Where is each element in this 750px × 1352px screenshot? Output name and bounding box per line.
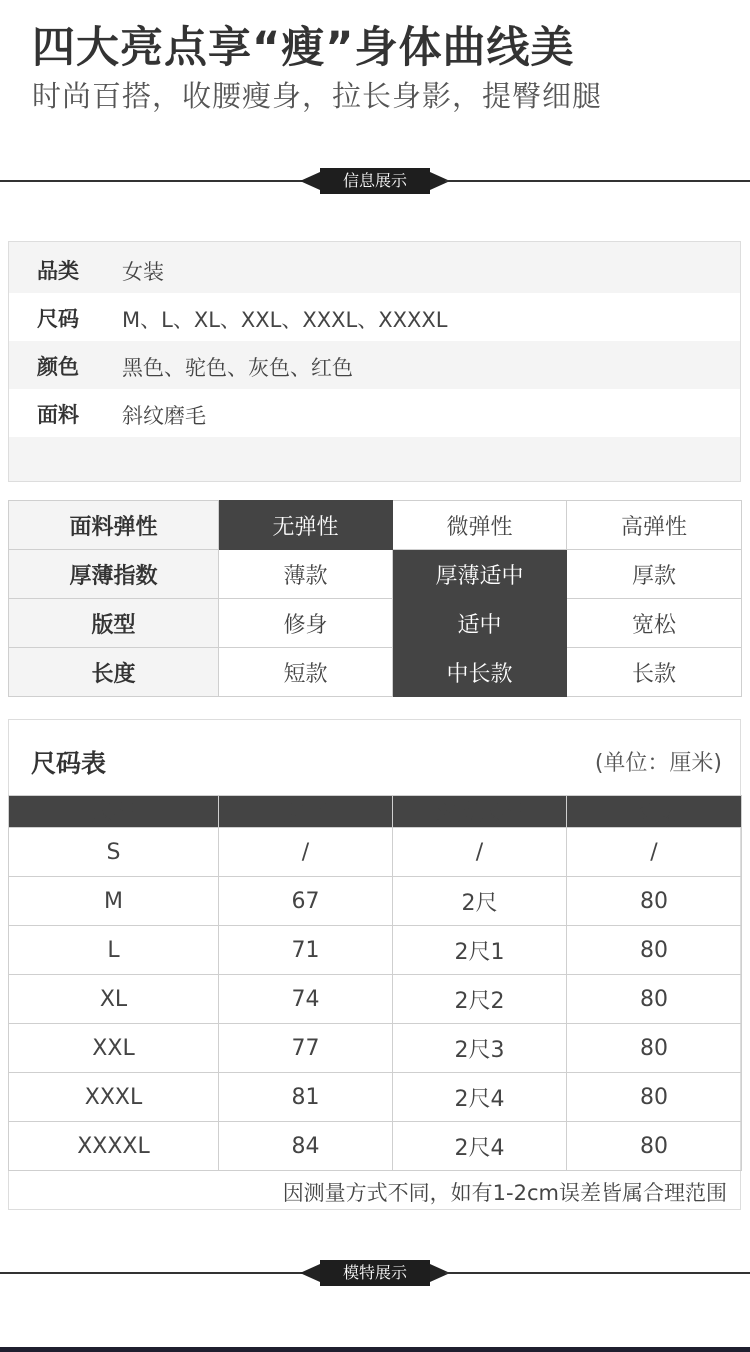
- table-cell: 80: [567, 1122, 742, 1171]
- info-value: 黑色、驼色、灰色、红色: [122, 356, 353, 380]
- table-row: [9, 1073, 742, 1122]
- table-cell: XL: [9, 975, 219, 1024]
- attribute-option: 修身: [219, 599, 393, 648]
- table-row: [9, 877, 742, 926]
- size-chart-unit: (单位：厘米): [594, 751, 722, 776]
- attribute-option-selected: 无弹性: [219, 501, 393, 550]
- attribute-option: 短款: [219, 648, 393, 697]
- table-cell: 84: [219, 1122, 393, 1171]
- attribute-option: 微弹性: [393, 501, 567, 550]
- attribute-table: [8, 500, 742, 697]
- attribute-name: 面料弹性: [9, 501, 219, 550]
- attribute-option-selected: 厚薄适中: [393, 550, 567, 599]
- divider-line: [445, 180, 750, 182]
- table-cell: /: [393, 828, 567, 877]
- table-cell: 80: [567, 1073, 742, 1122]
- table-cell: /: [219, 828, 393, 877]
- table-row: [9, 926, 742, 975]
- table-cell: /: [567, 828, 742, 877]
- table-row: [9, 828, 742, 877]
- model-photo-edge: [0, 1347, 750, 1352]
- divider-ornament-left: [300, 1264, 320, 1282]
- attribute-name: 长度: [9, 648, 219, 697]
- table-cell: 81: [219, 1073, 393, 1122]
- attribute-option: 高弹性: [567, 501, 742, 550]
- attribute-row: [9, 501, 742, 550]
- size-chart-table: [8, 795, 742, 1171]
- info-key: 面料: [37, 403, 79, 427]
- info-value: M、L、XL、XXL、XXXL、XXXXL: [122, 308, 448, 332]
- table-cell: 80: [567, 1024, 742, 1073]
- info-value: 斜纹磨毛: [122, 404, 206, 428]
- column-header: 长度: [567, 796, 742, 828]
- table-cell: S: [9, 828, 219, 877]
- table-cell: 74: [219, 975, 393, 1024]
- table-cell: L: [9, 926, 219, 975]
- info-section-divider: [0, 166, 750, 196]
- divider-line: [0, 1272, 305, 1274]
- table-cell: M: [9, 877, 219, 926]
- attribute-option: 薄款: [219, 550, 393, 599]
- table-row: [9, 975, 742, 1024]
- table-row: [9, 1122, 742, 1171]
- info-row-fabric: [9, 389, 740, 437]
- info-section-label: 信息展示: [320, 168, 430, 194]
- attribute-name: 版型: [9, 599, 219, 648]
- page-subtitle: 时尚百搭，收腰瘦身，拉长身影，提臀细腿: [32, 79, 603, 113]
- table-cell: 80: [567, 877, 742, 926]
- info-row-color: [9, 341, 740, 389]
- divider-line: [0, 180, 305, 182]
- table-cell: 2尺: [393, 877, 567, 926]
- size-chart-header-row: [9, 796, 742, 828]
- table-cell: 80: [567, 926, 742, 975]
- attribute-option-selected: 中长款: [393, 648, 567, 697]
- attribute-option: 宽松: [567, 599, 742, 648]
- column-header: 尺码: [9, 796, 219, 828]
- table-cell: 71: [219, 926, 393, 975]
- table-cell: 67: [219, 877, 393, 926]
- table-cell: 80: [567, 975, 742, 1024]
- info-key: 颜色: [37, 355, 79, 379]
- column-header: 对应尺码: [393, 796, 567, 828]
- attribute-option-selected: 适中: [393, 599, 567, 648]
- table-cell: 2尺4: [393, 1122, 567, 1171]
- attribute-row: [9, 648, 742, 697]
- model-section-divider: [0, 1258, 750, 1288]
- table-cell: 77: [219, 1024, 393, 1073]
- size-chart-title: 尺码表: [31, 749, 107, 778]
- divider-ornament-left: [300, 172, 320, 190]
- attribute-option: 厚款: [567, 550, 742, 599]
- table-cell: 2尺1: [393, 926, 567, 975]
- column-header: 腰围: [219, 796, 393, 828]
- table-cell: XXL: [9, 1024, 219, 1073]
- table-cell: 2尺3: [393, 1024, 567, 1073]
- info-row-size: [9, 293, 740, 341]
- info-value: 女装: [122, 260, 164, 284]
- info-key: 尺码: [37, 307, 79, 331]
- attribute-row: [9, 550, 742, 599]
- attribute-name: 厚薄指数: [9, 550, 219, 599]
- table-cell: XXXL: [9, 1073, 219, 1122]
- table-cell: 2尺2: [393, 975, 567, 1024]
- attribute-row: [9, 599, 742, 648]
- size-chart-note: 因测量方式不同，如有1-2cm误差皆属合理范围: [282, 1181, 727, 1205]
- model-section-label: 模特展示: [320, 1260, 430, 1286]
- table-cell: XXXXL: [9, 1122, 219, 1171]
- table-cell: 2尺4: [393, 1073, 567, 1122]
- attribute-option: 长款: [567, 648, 742, 697]
- info-key: 品类: [37, 259, 79, 283]
- info-row-category: [9, 245, 740, 293]
- product-info-panel: [8, 241, 741, 482]
- divider-line: [445, 1272, 750, 1274]
- table-row: [9, 1024, 742, 1073]
- page-title: 四大亮点享“瘦”身体曲线美: [32, 23, 575, 73]
